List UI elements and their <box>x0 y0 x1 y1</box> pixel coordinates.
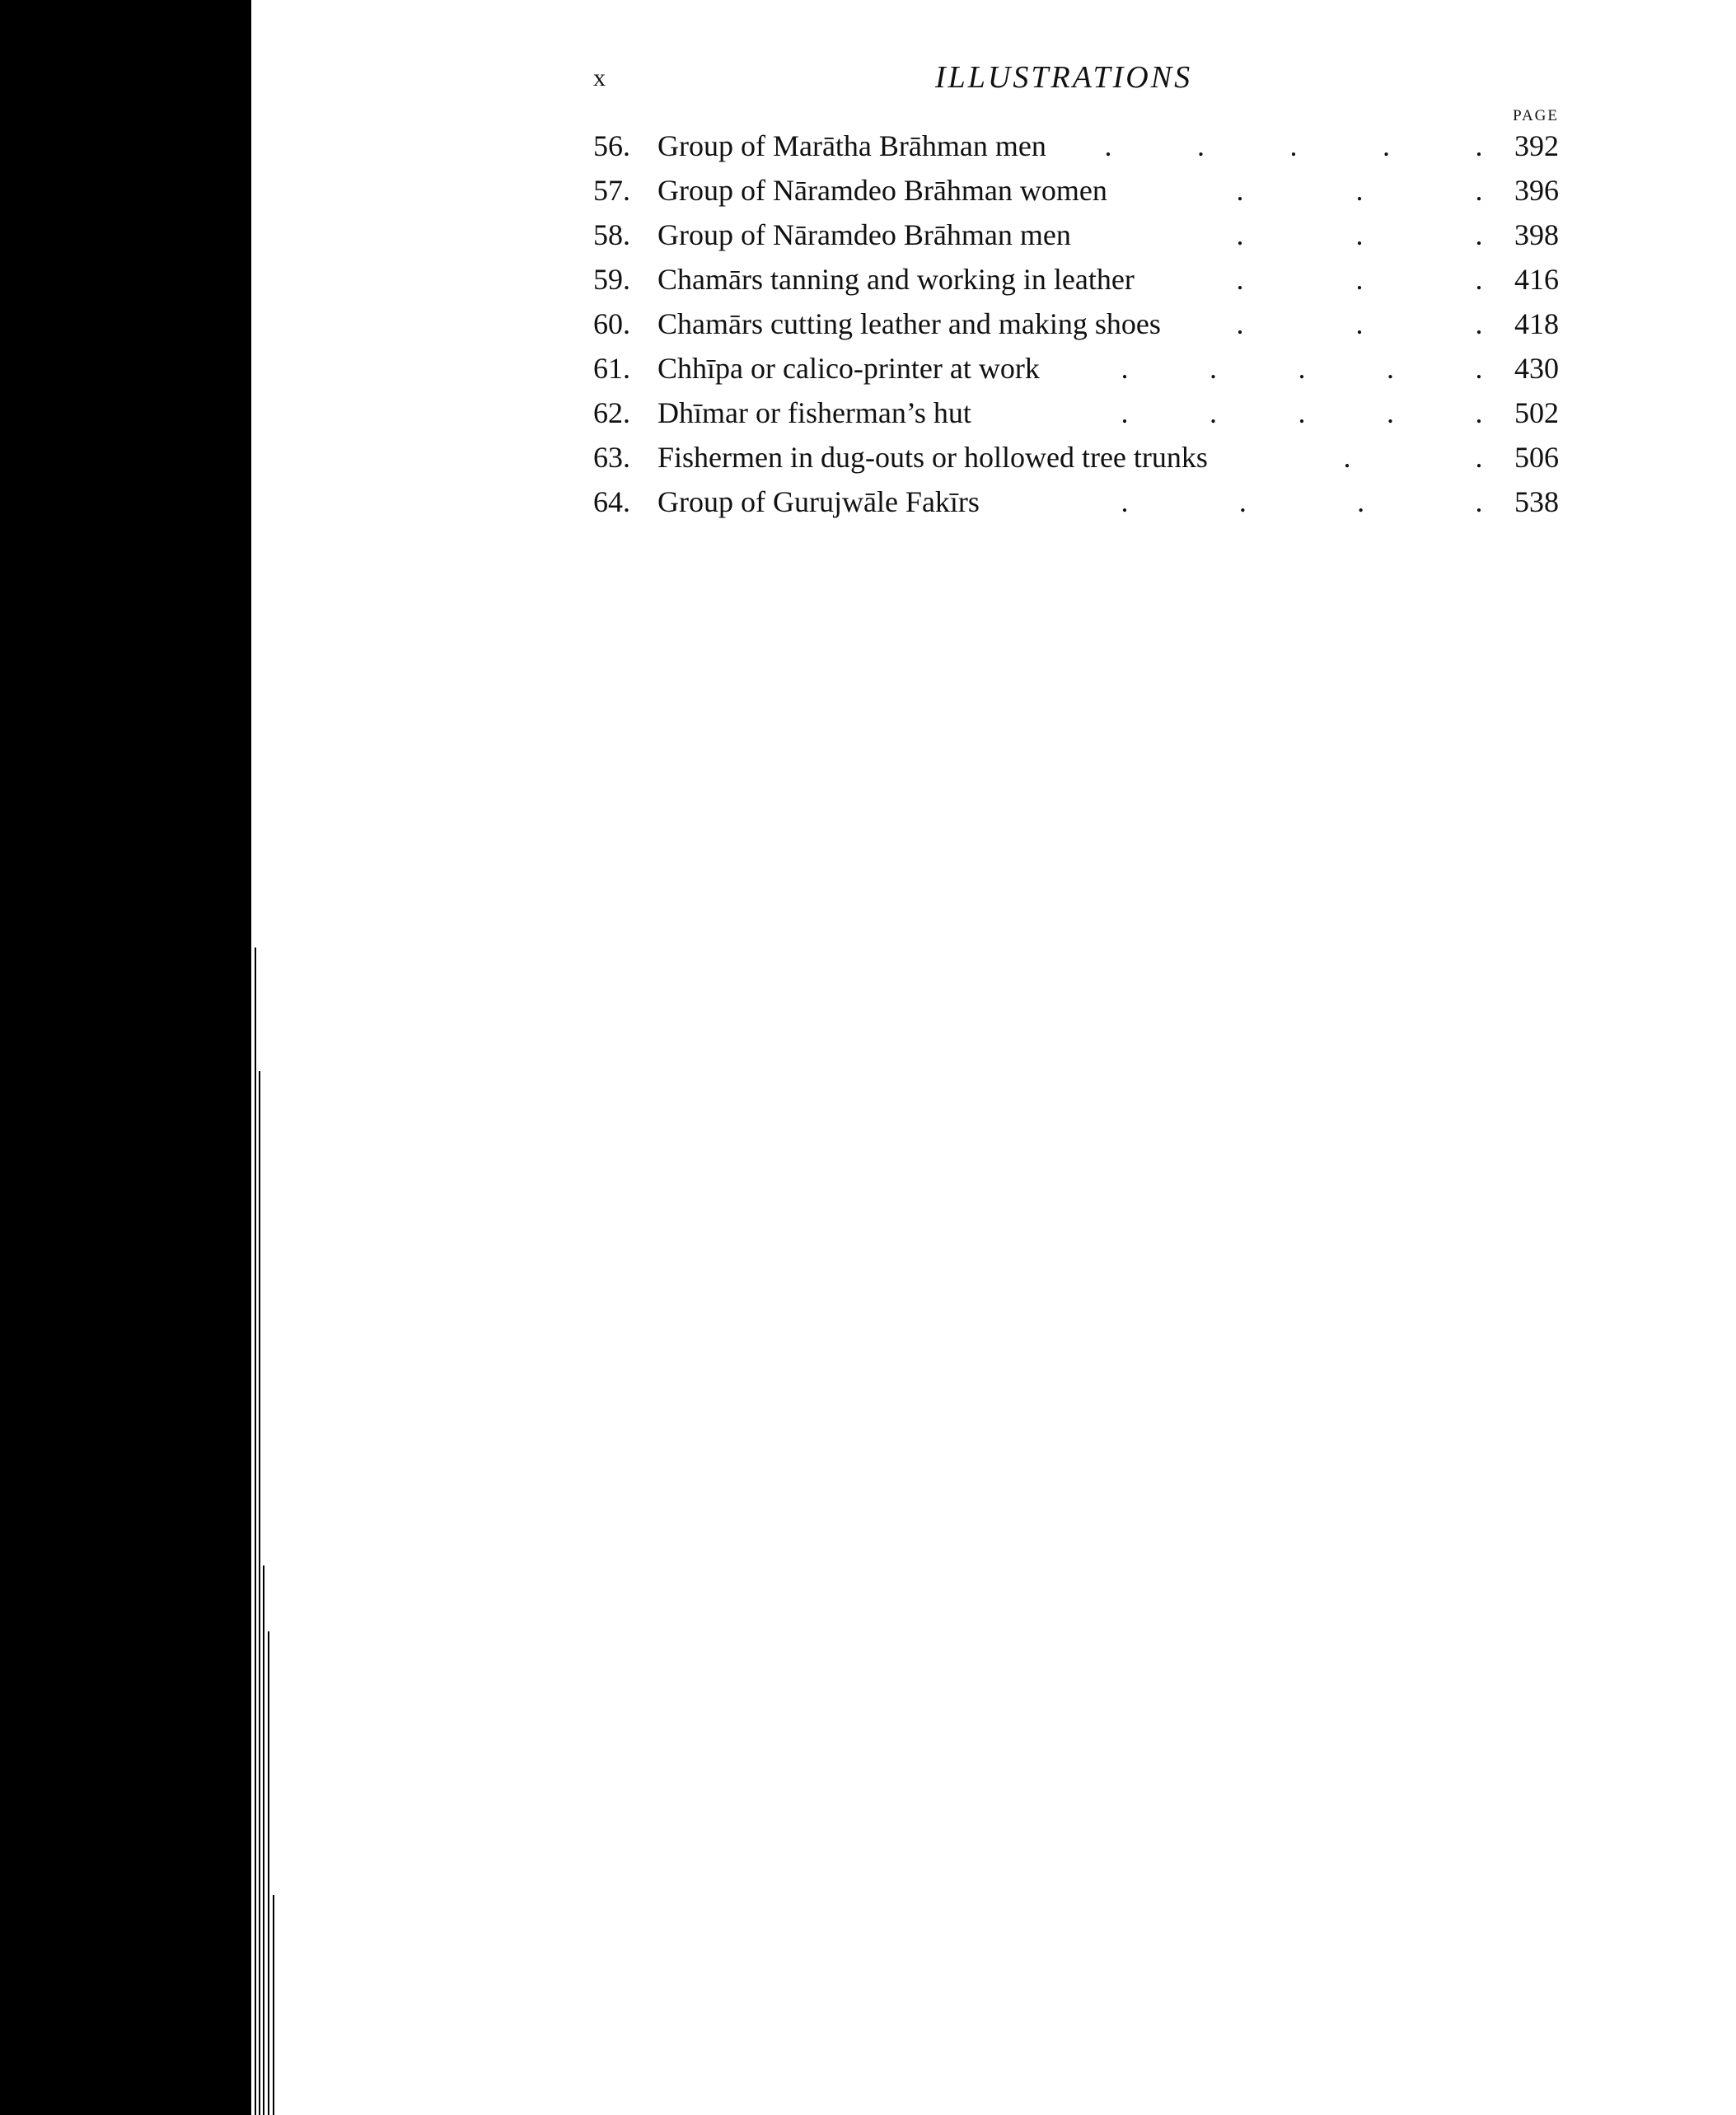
entry-title: Chamārs tanning and working in leather <box>657 263 1135 296</box>
binding-shadow <box>0 0 251 2115</box>
entry-number: 62. <box>593 396 630 429</box>
dot-leader: . . . . . <box>1121 396 1483 429</box>
page-column-label: PAGE <box>1513 107 1559 124</box>
entry-title: Fishermen in dug-outs or hollowed tree trunks <box>657 441 1208 474</box>
entry-number: 60. <box>593 307 630 340</box>
page-header <box>593 59 1565 109</box>
dot-leader: . . . <box>1236 263 1483 296</box>
entry-page: 416 <box>1514 263 1559 296</box>
entry-title: Group of Nāramdeo Brāhman women <box>657 174 1107 207</box>
entry-title: Dhīmar or fisherman’s hut <box>657 396 971 429</box>
entry-page: 538 <box>1514 485 1559 518</box>
dot-leader: . . . . . <box>1104 129 1483 162</box>
entry-number: 57. <box>593 174 630 207</box>
entry-number: 59. <box>593 263 630 296</box>
entry-number: 58. <box>593 218 630 251</box>
binding-edge-line <box>273 1895 274 2115</box>
list-item <box>593 480 1559 524</box>
illustrations-list <box>593 124 1559 524</box>
list-item <box>593 435 1559 480</box>
entry-page: 392 <box>1514 129 1559 162</box>
entry-number: 61. <box>593 352 630 385</box>
running-title: ILLUSTRATIONS <box>935 60 1193 95</box>
binding-edge-line <box>259 1071 260 2115</box>
entry-page: 396 <box>1514 174 1559 207</box>
list-item <box>593 124 1559 168</box>
entry-page: 398 <box>1514 218 1559 251</box>
list-item <box>593 213 1559 257</box>
entry-number: 63. <box>593 441 630 474</box>
list-item <box>593 302 1559 346</box>
entry-title: Chhīpa or calico-printer at work <box>657 352 1040 385</box>
entry-number: 56. <box>593 129 630 162</box>
entry-page: 502 <box>1514 396 1559 429</box>
binding-edge-line <box>263 1565 264 2115</box>
entry-title: Chamārs cutting leather and making shoes <box>657 307 1161 340</box>
dot-leader: . . . <box>1236 307 1483 340</box>
list-item <box>593 168 1559 213</box>
entry-title: Group of Gurujwāle Fakīrs <box>657 485 980 518</box>
entry-page: 418 <box>1514 307 1559 340</box>
dot-leader: . . . <box>1236 218 1483 251</box>
entry-number: 64. <box>593 485 630 518</box>
dot-leader: . . . . . <box>1121 352 1483 385</box>
binding-edge-line <box>268 1631 269 2115</box>
dot-leader: . . . . <box>1121 485 1483 518</box>
entry-title: Group of Nāramdeo Brāhman men <box>657 218 1071 251</box>
entry-page: 506 <box>1514 441 1559 474</box>
page-number: x <box>593 64 606 91</box>
list-item <box>593 391 1559 435</box>
binding-edge-line <box>255 948 256 2115</box>
list-item <box>593 346 1559 391</box>
dot-leader: . . <box>1343 441 1483 474</box>
entry-title: Group of Marātha Brāhman men <box>657 129 1046 162</box>
dot-leader: . . . <box>1236 174 1483 207</box>
entry-page: 430 <box>1514 352 1559 385</box>
list-item <box>593 257 1559 302</box>
